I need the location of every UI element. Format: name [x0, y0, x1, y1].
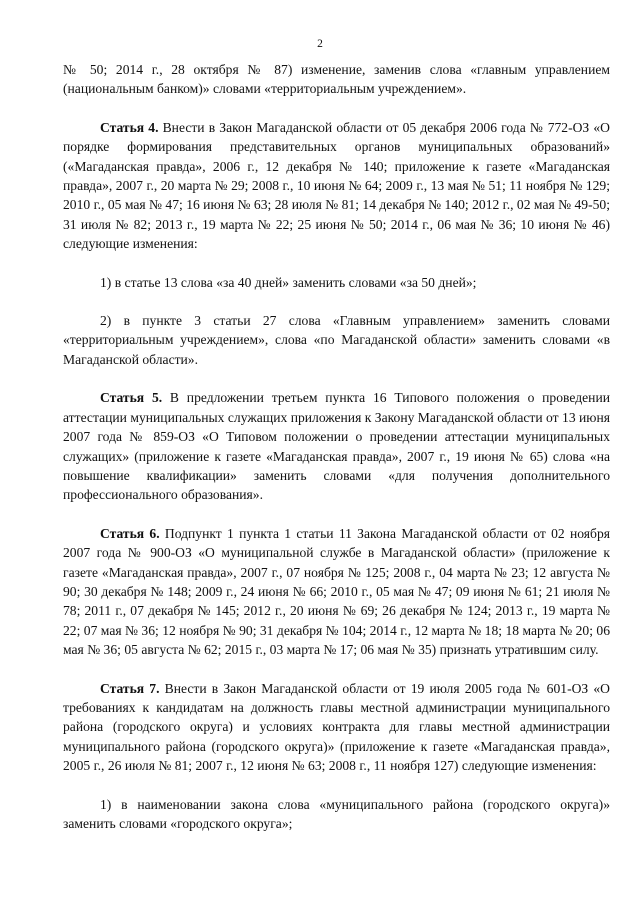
- article-4-item-1: [63, 273, 610, 292]
- paragraph-text: 1) в статье 13 слова «за 40 дней» заменить словами «за 50 дней»;: [100, 274, 477, 290]
- article-4-item-2: [63, 311, 610, 369]
- paragraph-text: 1) в наименовании закона слова «муниципального района (городского округа)» заменить словами «городского округа»;: [63, 796, 610, 831]
- paragraph-text: Подпункт 1 пункта 1 статьи 11 Закона Магаданской области от 02 ноября 2007 года № 900-ОЗ «О муниципальной службе в Магаданской области» (приложение к газете «Магаданская правда», 2007 г., 07 ноября № 125; 2008 г., 04 марта № 23; 12 августа № 90; 30 декабря № 148; 2009 г., 24 июня № 66; 2010 г., 05 мая № 47; 09 июня № 61; 21 июля № 78; 2011 г., 07 декабря № 145; 2012 г., 20 июня № 69; 26 декабря № 124; 2013 г., 19 марта № 22; 07 мая № 36; 12 ноября № 90; 31 декабря № 104; 2014 г., 12 марта № 18; 18 марта № 20; 06 мая № 36; 05 августа № 62; 2015 г., 03 марта № 17; 06 мая № 35) признать утратившим силу.: [63, 525, 610, 658]
- article-heading: Статья 5.: [100, 390, 163, 406]
- paragraph-text: В предложении третьем пункта 16 Типового положения о проведении аттестации муниципальных служащих приложения к Закону Магаданской области от 13 июня 2007 года № 859-ОЗ «О Типовом положении о проведении аттестации муниципальных служащих» (приложение к газете «Магаданская правда», 2007 г., 19 июня № 65) слова «на повышение квалификации» заменить словами «для получения дополнительного профессионального образования».: [63, 390, 610, 503]
- document-body: [63, 60, 610, 833]
- paragraph-text: Внести в Закон Магаданской области от 19 июля 2005 года № 601-ОЗ «О требованиях к кандидатам на должность главы местной администрации муниципального района (городского округа) и условиях контракта для главы местной администрации муниципального района (городского округа)» (приложение к газете «Магаданская правда», 2005 г., 26 июля № 81; 2007 г., 12 июня № 63; 2008 г., 11 ноября 127) следующие изменения:: [63, 680, 610, 774]
- paragraph-text: Внести в Закон Магаданской области от 05 декабря 2006 года № 772-ОЗ «О порядке формирования представительных органов муниципальных образований» («Магаданская правда», 2006 г., 12 декабря № 140; приложение к газете «Магаданская правда», 2007 г., 20 марта № 29; 2008 г., 10 июня № 64; 2009 г., 13 мая № 51; 11 ноября № 129; 2010 г., 05 мая № 47; 16 июня № 63; 28 июля № 81; 14 декабря № 140; 2012 г., 02 мая № 49-50; 31 июля № 82; 2013 г., 19 марта № 22; 25 июня № 50; 2014 г., 06 мая № 36; 10 июня № 46) следующие изменения:: [63, 119, 610, 252]
- article-7-item-1: [63, 795, 610, 834]
- article-5-paragraph: [63, 388, 610, 504]
- page-number: 2: [317, 38, 323, 50]
- paragraph-text: № 50; 2014 г., 28 октября № 87) изменение, заменив слова «главным управлением (национальным банком)» словами «территориальным учреждением».: [63, 62, 610, 97]
- article-heading: Статья 6.: [100, 525, 160, 541]
- article-7-paragraph: [63, 679, 610, 776]
- paragraph-continuation: [63, 60, 610, 99]
- paragraph-text: 2) в пункте 3 статьи 27 слова «Главным управлением» заменить словами «территориальным учреждением», слова «по Магаданской области» заменить словами «в Магаданской области».: [63, 313, 610, 367]
- article-heading: Статья 4.: [100, 119, 159, 135]
- article-4-paragraph: [63, 118, 610, 254]
- article-6-paragraph: [63, 524, 610, 660]
- article-heading: Статья 7.: [100, 680, 160, 696]
